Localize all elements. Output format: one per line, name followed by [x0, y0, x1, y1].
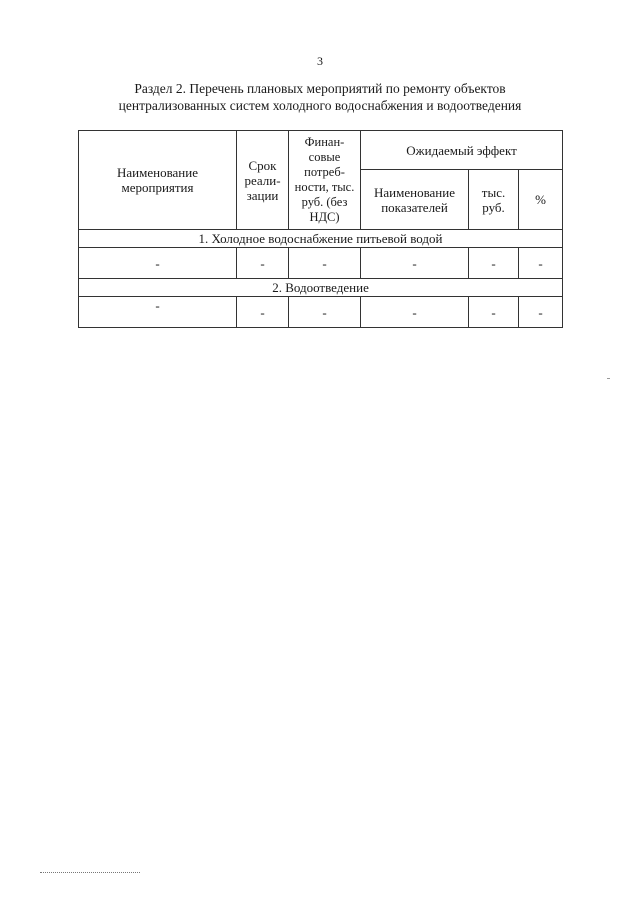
table-cell: -: [469, 297, 519, 328]
section-title-drainage: 2. Водоотведение: [79, 279, 563, 297]
table-cell: -: [519, 248, 563, 279]
header-term: Срок реали-зации: [237, 131, 289, 230]
table-row: [79, 248, 563, 279]
table-cell: -: [289, 248, 361, 279]
section-title: [60, 80, 580, 114]
scan-footer-artifact: [40, 872, 140, 873]
table-cell: -: [289, 297, 361, 328]
table-header-row: [79, 131, 563, 170]
header-percent: %: [519, 170, 563, 230]
header-name: Наименование мероприятия: [79, 131, 237, 230]
section-title-line-1: Раздел 2. Перечень плановых мероприятий по ремонту объектов: [134, 81, 506, 96]
table-cell: -: [237, 297, 289, 328]
section-title-water: 1. Холодное водоснабжение питьевой водой: [79, 230, 563, 248]
table-cell: -: [519, 297, 563, 328]
plan-table: [78, 130, 563, 328]
page-number: 3: [317, 54, 323, 68]
table-row: [79, 297, 563, 328]
table-cell: -: [237, 248, 289, 279]
table-cell: -: [361, 297, 469, 328]
header-indicator: Наименование показателей: [361, 170, 469, 230]
scan-artifact: [607, 378, 610, 379]
header-effect: Ожидаемый эффект: [361, 131, 563, 170]
table-cell: -: [79, 297, 237, 328]
table-cell: -: [79, 248, 237, 279]
section-row-drainage: [79, 279, 563, 297]
table-cell: -: [361, 248, 469, 279]
section-title-line-2: централизованных систем холодного водоснабжения и водоотведения: [118, 98, 522, 113]
header-finance: Финан-совые потреб-ности, тыс. руб. (без НДС): [289, 131, 361, 230]
table-cell: -: [469, 248, 519, 279]
section-row-water: [79, 230, 563, 248]
header-thousand-rub: тыс. руб.: [469, 170, 519, 230]
